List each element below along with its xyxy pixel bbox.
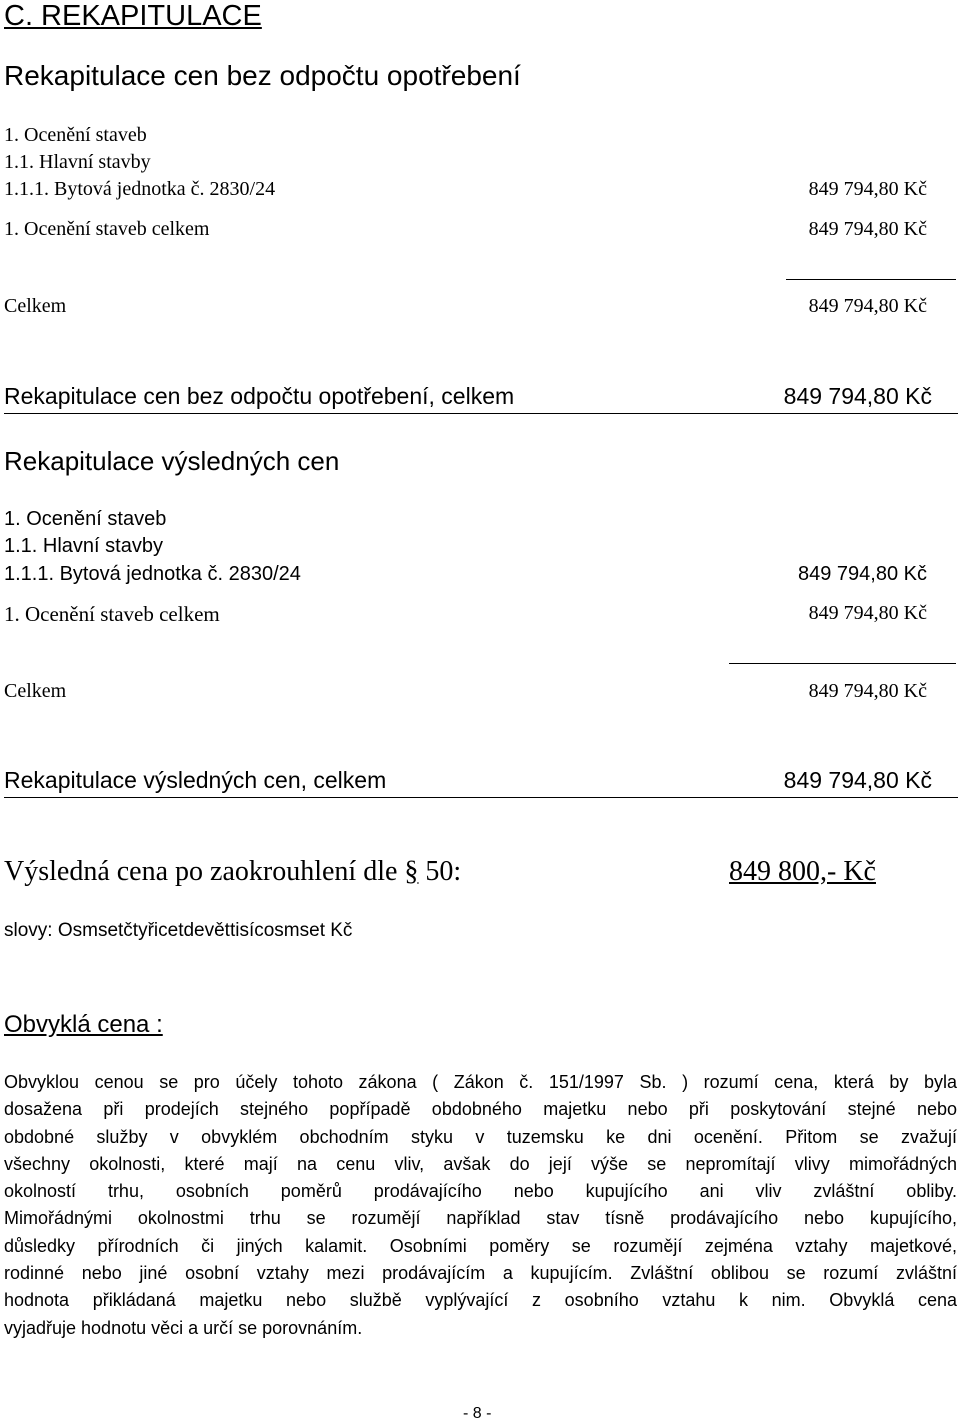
section2-total-label: Celkem [4, 680, 67, 702]
section-sign: § [404, 856, 419, 887]
section1-level2: 1.1. Hlavní stavby [4, 151, 151, 173]
section1-summary-rule [4, 413, 958, 414]
paragraph-line: důsledky přírodních či jiných kalamit. Osobními poměry se rozumějí zejména vztahy majetkové, [4, 1235, 957, 1256]
section2-subtotal-value: 849 794,80 Kč [808, 602, 927, 624]
section1-total-value: 849 794,80 Kč [808, 295, 927, 317]
paragraph-line: hodnota přikládaná majetku nebo službě vyplývající z osobního vztahu k nim. Obvyklá cena [4, 1290, 957, 1311]
paragraph-line: všechny okolnosti, které mají na cenu vliv, avšak do její výše se nepromítají vlivy mimořádných [4, 1153, 957, 1174]
usual-price-paragraph [4, 1069, 957, 1342]
paragraph-line: Obvyklou cenou se pro účely tohoto zákona ( Zákon č. 151/1997 Sb. ) rozumí cena, která by byla [4, 1072, 957, 1092]
section1-summary-value: 849 794,80 Kč [783, 383, 932, 409]
paragraph-line: obdobné služby v obvyklém obchodním styku v tuzemsku ke dni ocenění. Přitom se zvažují [4, 1126, 957, 1147]
paragraph-line: vyjadřuje hodnotu věci a určí se porovnáním. [4, 1317, 363, 1338]
section2-title: Rekapitulace výsledných cen [4, 446, 340, 476]
section2-level2: 1.1. Hlavní stavby [4, 535, 163, 557]
paragraph-line: Mimořádnými okolnostmi trhu se rozumějí například stav tísně prodávajícího nebo kupujícího, [4, 1208, 957, 1229]
final-price-label-suffix: 50: [418, 856, 462, 887]
final-price-value: 849 800,- Kč [729, 856, 876, 887]
paragraph-line: dosažena při prodejích stejného popřípadě obdobného majetku nebo při poskytování stejné nebo [4, 1099, 957, 1120]
section1-subtotal-rule [786, 279, 956, 280]
section2-summary-value: 849 794,80 Kč [783, 767, 932, 793]
section1-title: Rekapitulace cen bez odpočtu opotřebení [4, 60, 521, 91]
section2-summary-rule [4, 797, 958, 798]
price-in-words: slovy: Osmsetčtyřicetdevěttisícosmset Kč [4, 920, 353, 941]
final-price-label-text: Výsledná cena po zaokrouhlení dle [4, 856, 405, 887]
section2-subtotal-rule [729, 663, 956, 664]
chapter-title: C. REKAPITULACE [4, 0, 262, 32]
paragraph-line: okolností trhu, osobních poměrů prodávajícího nebo kupujícího ani vliv zvláštní obliby. [4, 1181, 957, 1202]
section2-total-value: 849 794,80 Kč [808, 680, 927, 702]
section1-item-label: 1.1.1. Bytová jednotka č. 2830/24 [4, 178, 276, 200]
section1-total-label: Celkem [4, 295, 67, 317]
section2-subtotal-label: 1. Ocenění staveb celkem [4, 602, 220, 626]
section2-summary-label: Rekapitulace výsledných cen, celkem [4, 767, 387, 793]
paragraph-line: rodinné nebo jiné osobní vztahy mezi prodávajícím a kupujícím. Zvláštní oblibou se rozumí zvláštní [4, 1263, 957, 1284]
usual-price-heading: Obvyklá cena : [4, 1011, 163, 1038]
final-price-label [4, 856, 461, 888]
page-number: - 8 - [463, 1405, 492, 1422]
section1-summary-label: Rekapitulace cen bez odpočtu opotřebení, celkem [4, 383, 515, 409]
section2-item-value: 849 794,80 Kč [798, 563, 927, 585]
section1-item-value: 849 794,80 Kč [808, 178, 927, 200]
section2-item-label: 1.1.1. Bytová jednotka č. 2830/24 [4, 563, 301, 585]
section1-subtotal-value: 849 794,80 Kč [808, 218, 927, 240]
section1-subtotal-label: 1. Ocenění staveb celkem [4, 218, 210, 240]
section2-level1: 1. Ocenění staveb [4, 508, 167, 530]
section1-level1: 1. Ocenění staveb [4, 124, 147, 146]
